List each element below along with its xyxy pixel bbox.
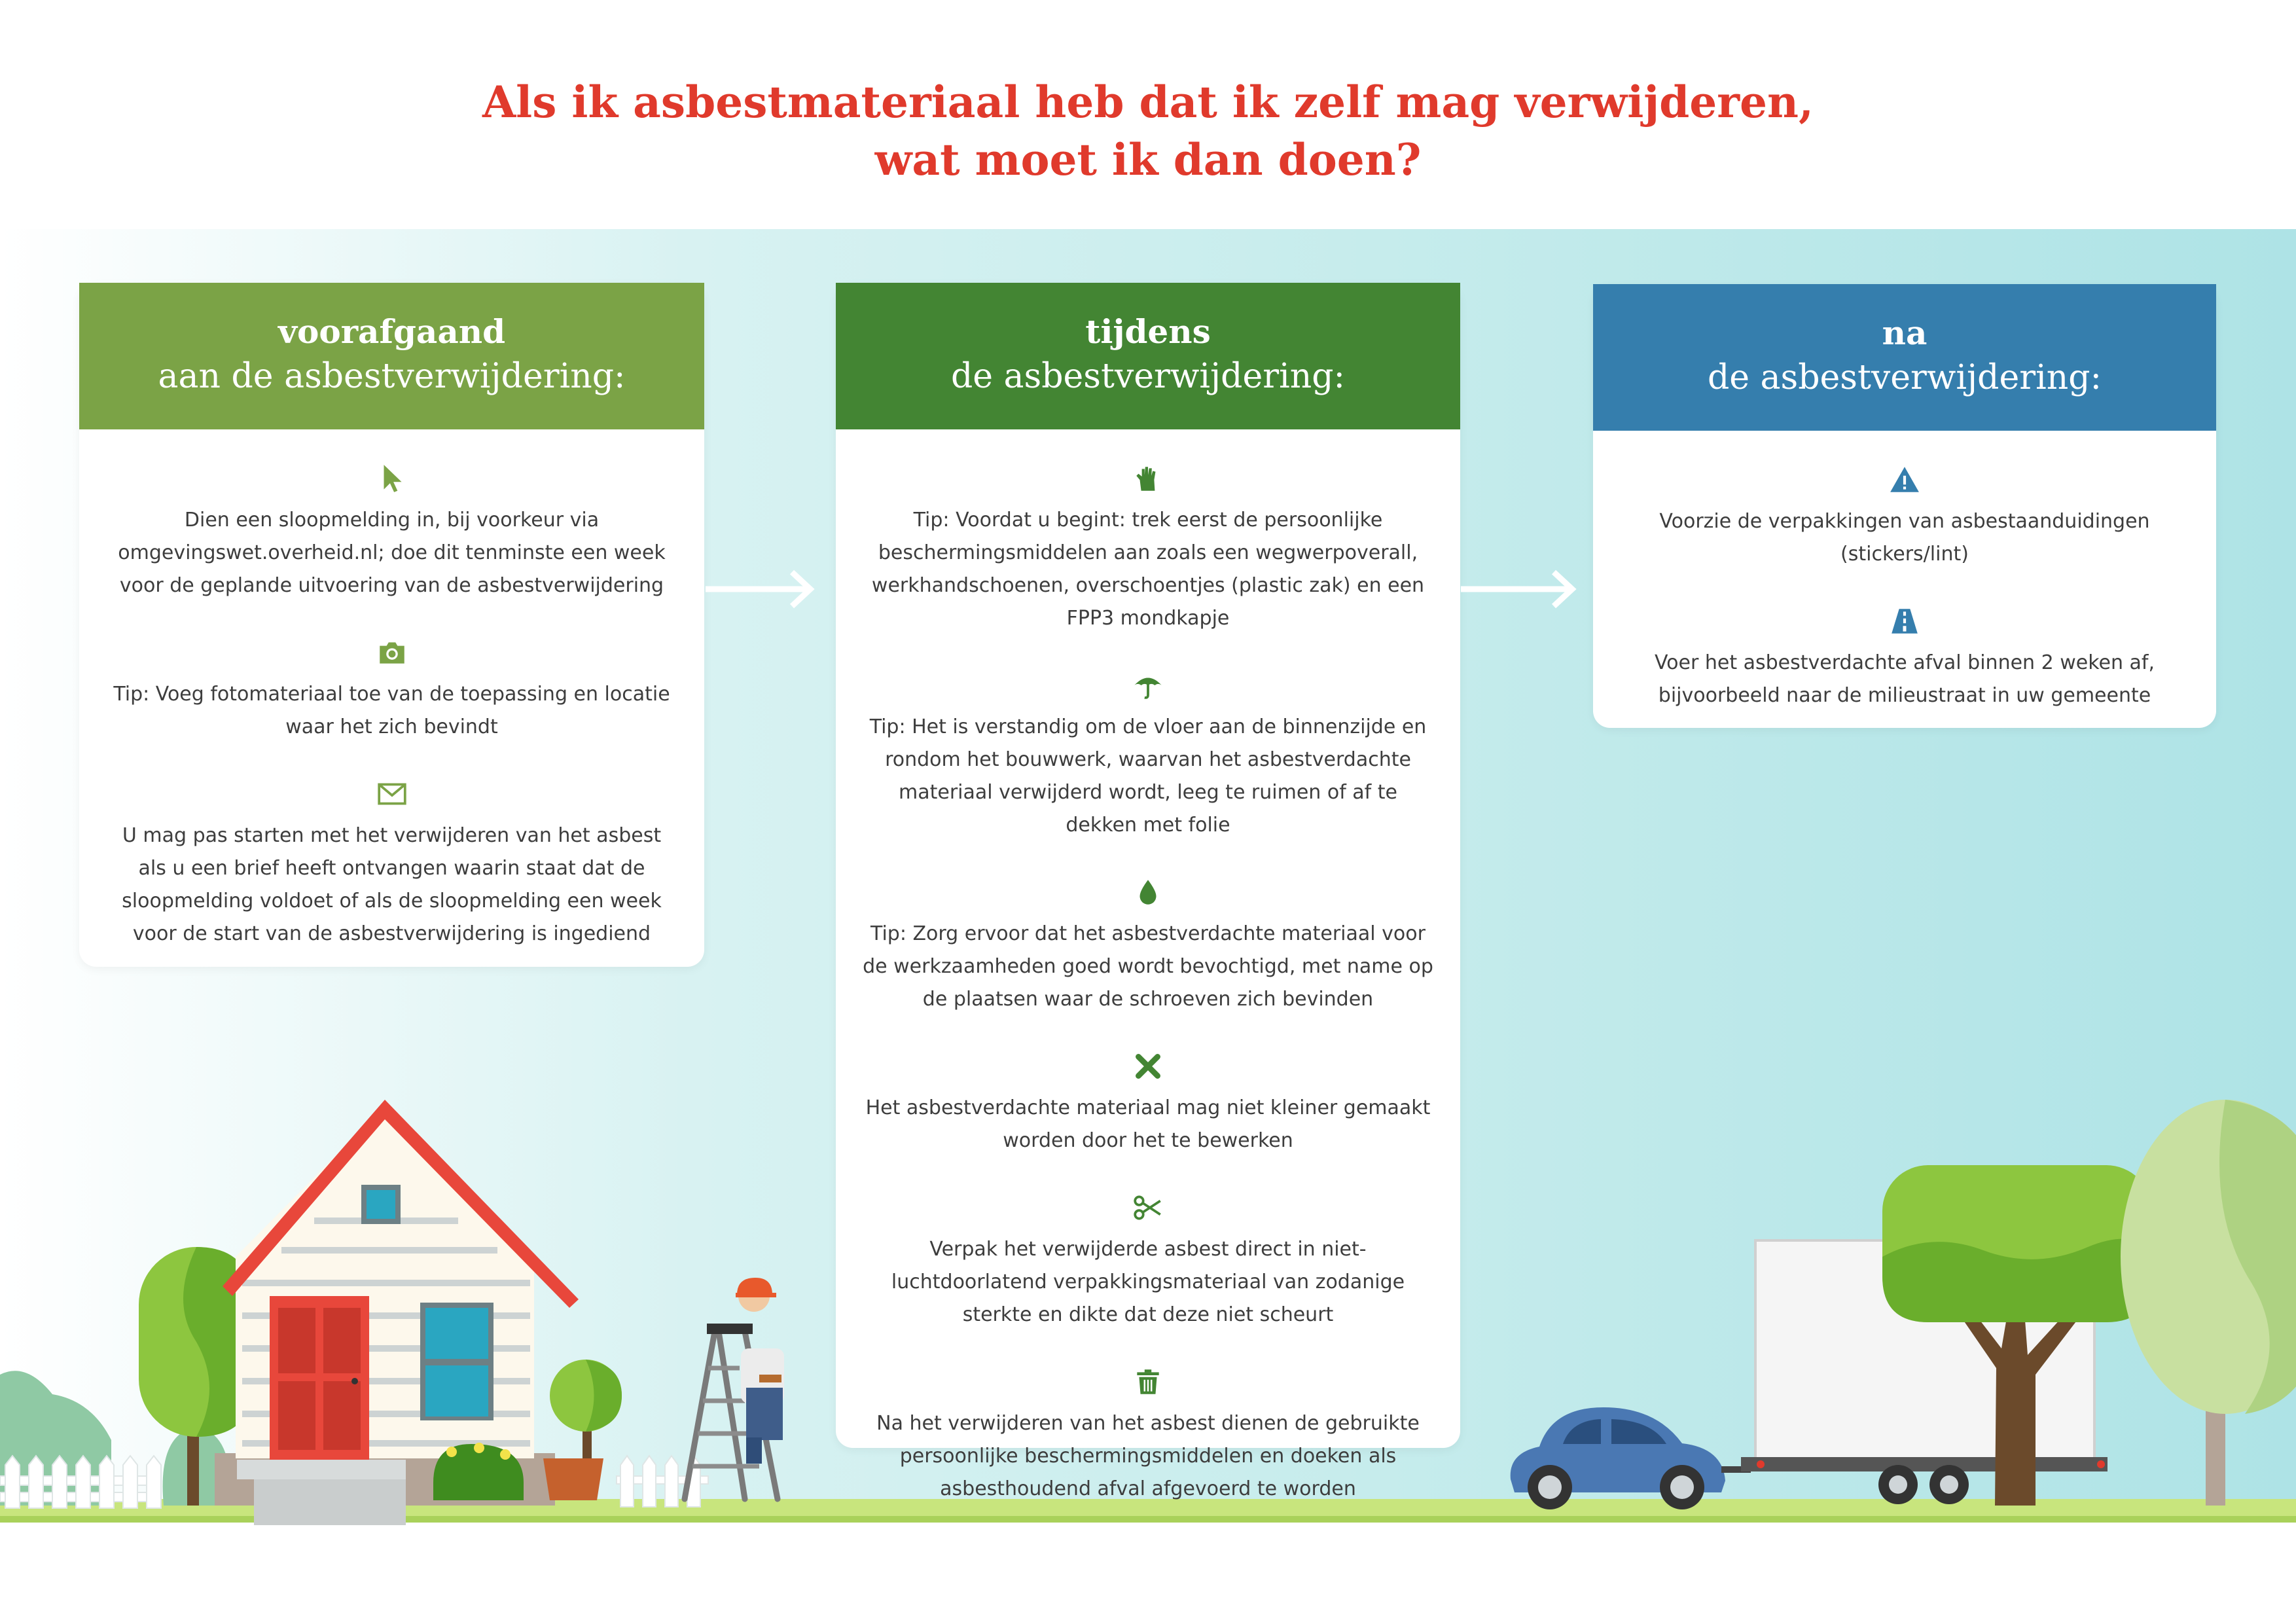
- card-title: na: [1882, 314, 1928, 352]
- card-header: [79, 283, 704, 429]
- title-line-2: wat moet ik dan doen?: [874, 134, 1422, 185]
- glove-icon: [836, 462, 1460, 495]
- card-body: [1593, 431, 2216, 712]
- umbrella-icon: [836, 669, 1460, 702]
- card-na: [1593, 284, 2216, 728]
- item-text: U mag pas starten met het verwijderen van het asbest als u een brief heeft ontvangen waarin staat dat de sloopmelding voldoet of als de sloopmelding een week voor de start van de asbestverwijdering is ingediend: [122, 824, 662, 945]
- list-item: [79, 636, 704, 744]
- item-text: Dien een sloopmelding in, bij voorkeur via omgevingswet.overheid.nl; doe dit tenminste een week voor de geplande uitvoering van de asbestverwijdering: [118, 509, 666, 597]
- item-text: Voer het asbestverdachte afval binnen 2 weken af, bijvoorbeeld naar de milieustraat in uw gemeente: [1654, 651, 2155, 707]
- item-text: Na het verwijderen van het asbest dienen de gebruikte persoonlijke beschermingsmiddelen en doeken als asbesthoudend afval afgevoerd te worden: [876, 1412, 1420, 1500]
- item-text: Tip: Zorg ervoor dat het asbestverdachte materiaal voor de werkzaamheden goed wordt bevochtigd, met name op de plaatsen waar de schroeven zich bevinden: [863, 922, 1433, 1011]
- card-body: [79, 429, 704, 950]
- card-voorafgaand: [79, 283, 704, 967]
- arrow-right-icon: [706, 568, 817, 610]
- item-text: Voorzie de verpakkingen van asbestaanduidingen (stickers/lint): [1659, 510, 2150, 566]
- card-header: [836, 283, 1460, 429]
- trash-icon: [836, 1365, 1460, 1398]
- card-subtitle: de asbestverwijdering:: [950, 357, 1346, 396]
- title-line-1: Als ik asbestmateriaal heb dat ik zelf mag verwijderen,: [482, 77, 1814, 128]
- list-item: [836, 1191, 1460, 1331]
- arrow-right-icon: [1461, 568, 1579, 610]
- item-text: Tip: Het is verstandig om de vloer aan de binnenzijde en rondom het bouwwerk, waarvan het asbestverdachte materiaal verwijderd wordt, leeg te ruimen of af te dekken met folie: [869, 715, 1427, 837]
- list-item: [836, 462, 1460, 635]
- item-text: Verpak het verwijderde asbest direct in niet-luchtdoorlatend verpakkingsmateriaal van zodanige sterkte en dikte dat deze niet scheurt: [891, 1238, 1405, 1326]
- list-item: [836, 669, 1460, 842]
- scissors-icon: [836, 1191, 1460, 1224]
- card-subtitle: aan de asbestverwijdering:: [158, 357, 626, 396]
- card-body: [836, 429, 1460, 1506]
- envelope-icon: [79, 778, 704, 810]
- list-item: [836, 876, 1460, 1016]
- card-tijdens: [836, 283, 1460, 1500]
- card-subtitle: de asbestverwijdering:: [1707, 358, 2102, 397]
- card-title: tijdens: [1085, 312, 1211, 351]
- cross-icon: [836, 1050, 1460, 1083]
- item-text: Het asbestverdachte materiaal mag niet kleiner gemaakt worden door het te bewerken: [865, 1096, 1431, 1152]
- list-item: [79, 462, 704, 602]
- list-item: [79, 778, 704, 950]
- water-drop-icon: [836, 876, 1460, 909]
- list-item: [1593, 463, 2216, 571]
- road-icon: [1593, 605, 2216, 638]
- card-title: voorafgaand: [278, 312, 506, 351]
- list-item: [836, 1365, 1460, 1506]
- item-text: Tip: Voordat u begint: trek eerst de persoonlijke beschermingsmiddelen aan zoals een wegwerpoverall, werkhandschoenen, overschoentjes (plastic zak) en een FPP3 mondkapje: [871, 509, 1425, 630]
- list-item: [1593, 605, 2216, 712]
- page-title: [0, 73, 2296, 189]
- cursor-icon: [79, 462, 704, 495]
- list-item: [836, 1050, 1460, 1157]
- camera-icon: [79, 636, 704, 669]
- warning-icon: [1593, 463, 2216, 496]
- bottom-margin: [0, 1523, 2296, 1624]
- item-text: Tip: Voeg fotomateriaal toe van de toepassing en locatie waar het zich bevindt: [113, 683, 670, 738]
- card-header: [1593, 284, 2216, 431]
